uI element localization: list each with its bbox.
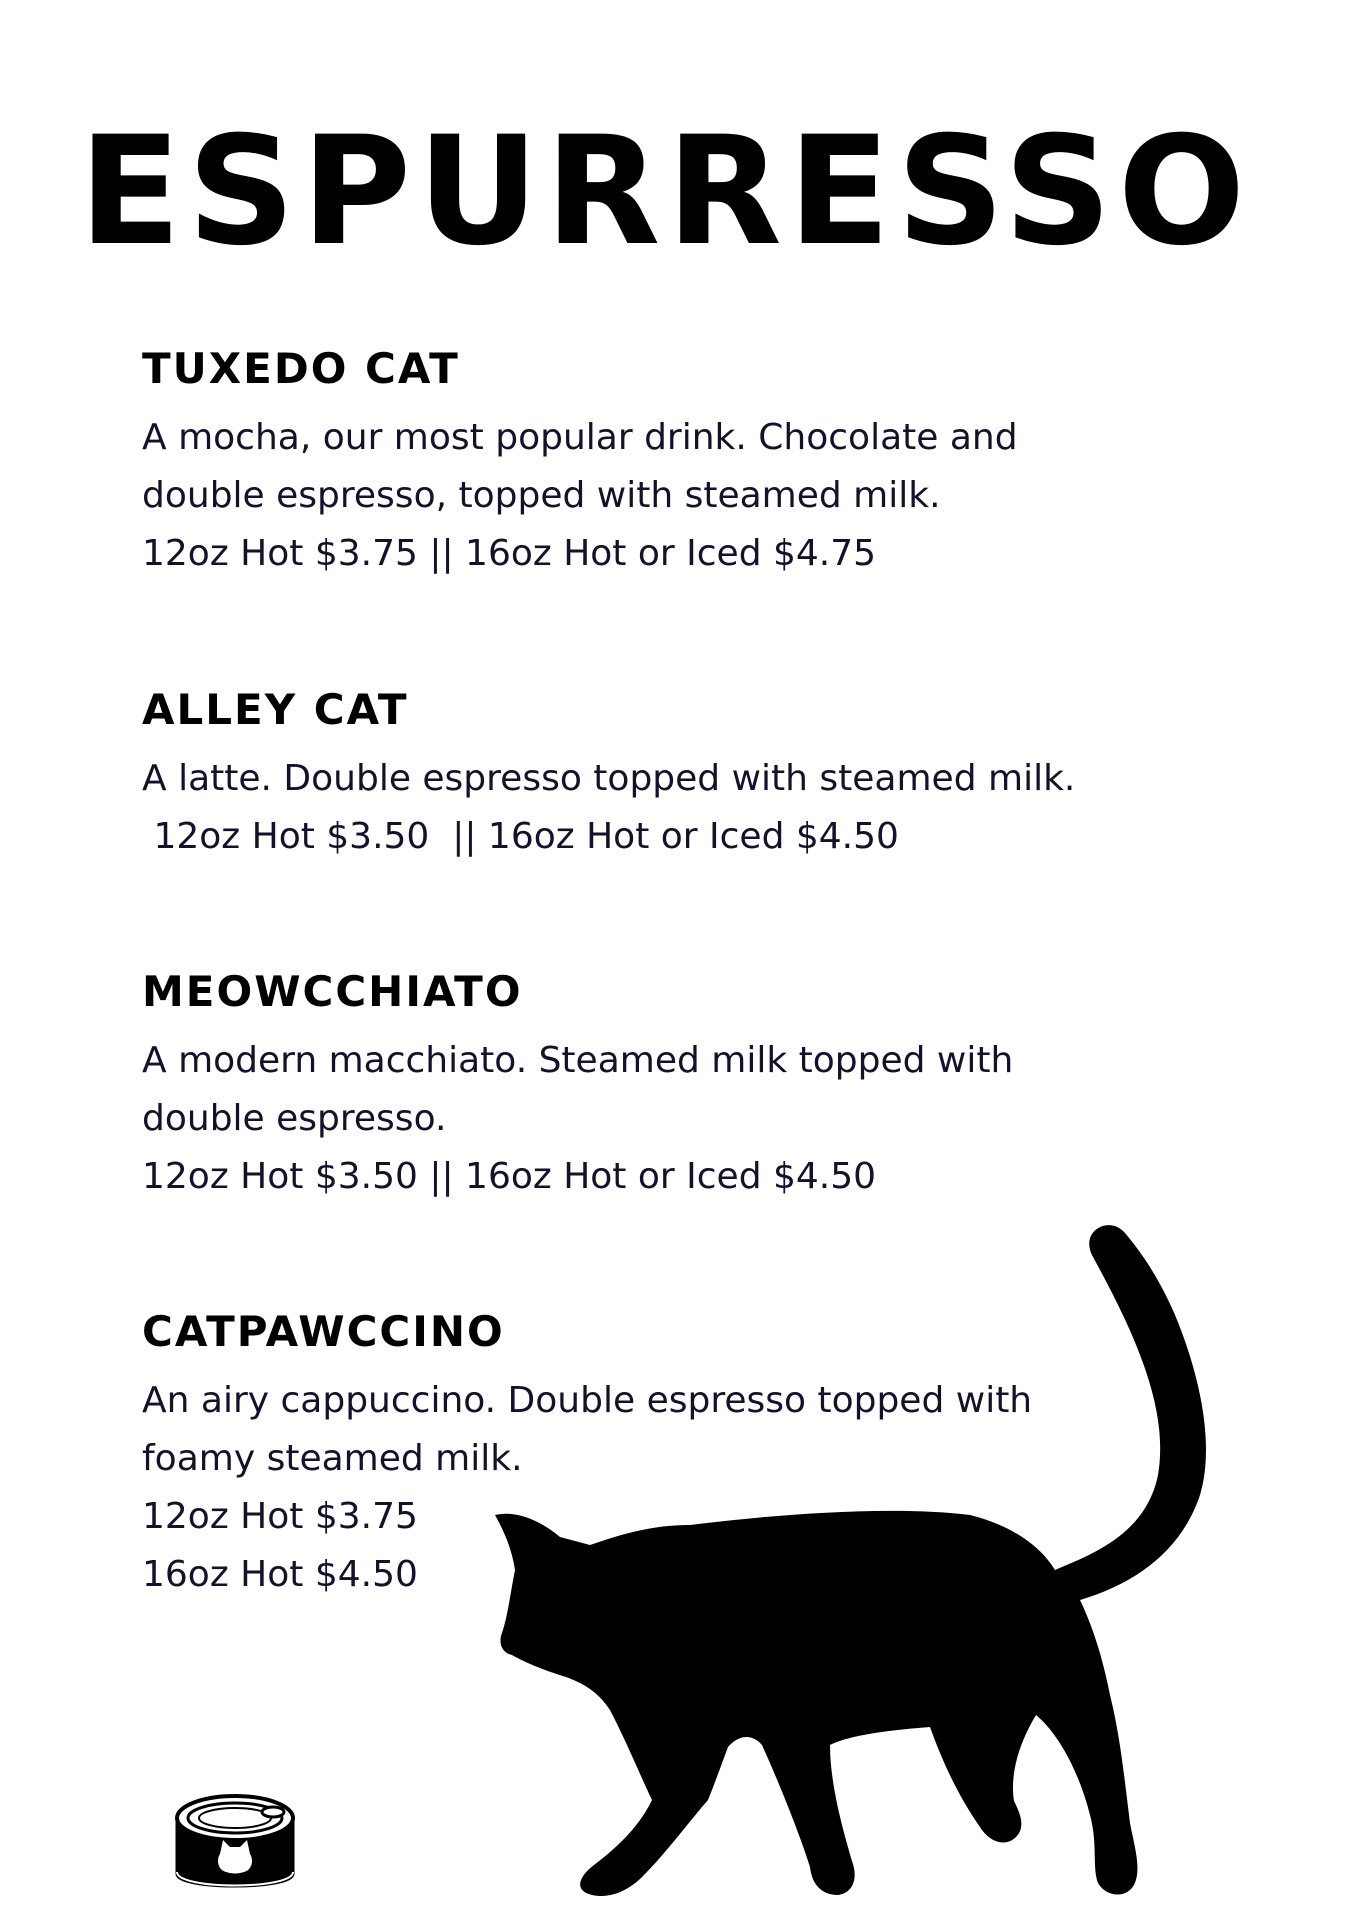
menu-item-name: CATPAWCCINO — [142, 1307, 505, 1356]
menu-item-price: 12oz Hot $3.75 — [142, 1496, 418, 1537]
cat-food-tin-icon — [170, 1786, 300, 1898]
menu-item-price: 12oz Hot $3.50 || 16oz Hot or Iced $4.50 — [142, 1156, 877, 1197]
menu-item-description: An airy cappuccino. Double espresso topped with foamy steamed milk. — [142, 1380, 1033, 1479]
menu-item-price: 12oz Hot $3.75 || 16oz Hot or Iced $4.75 — [142, 533, 877, 574]
menu-item-description: A mocha, our most popular drink. Chocolate and double espresso, topped with steamed milk. — [142, 417, 1018, 516]
menu-item-name: ALLEY CAT — [142, 685, 409, 734]
menu-item-description: A latte. Double espresso topped with steamed milk. — [142, 758, 1076, 799]
menu-item-tuxedo-cat — [142, 343, 1142, 583]
walking-cat-silhouette-icon — [470, 1215, 1210, 1905]
menu-item-alley-cat — [142, 684, 1142, 866]
menu-item-price: 12oz Hot $3.50 || 16oz Hot or Iced $4.50 — [142, 816, 899, 857]
menu-item-price: 16oz Hot $4.50 — [142, 1554, 418, 1595]
menu-item-name: TUXEDO CAT — [142, 344, 460, 393]
menu-item-name: MEOWCCHIATO — [142, 967, 523, 1016]
menu-item-description: A modern macchiato. Steamed milk topped with double espresso. — [142, 1040, 1014, 1139]
menu-item-meowcchiato — [142, 966, 1142, 1206]
menu-title: ESPURRESSO — [78, 105, 1252, 279]
